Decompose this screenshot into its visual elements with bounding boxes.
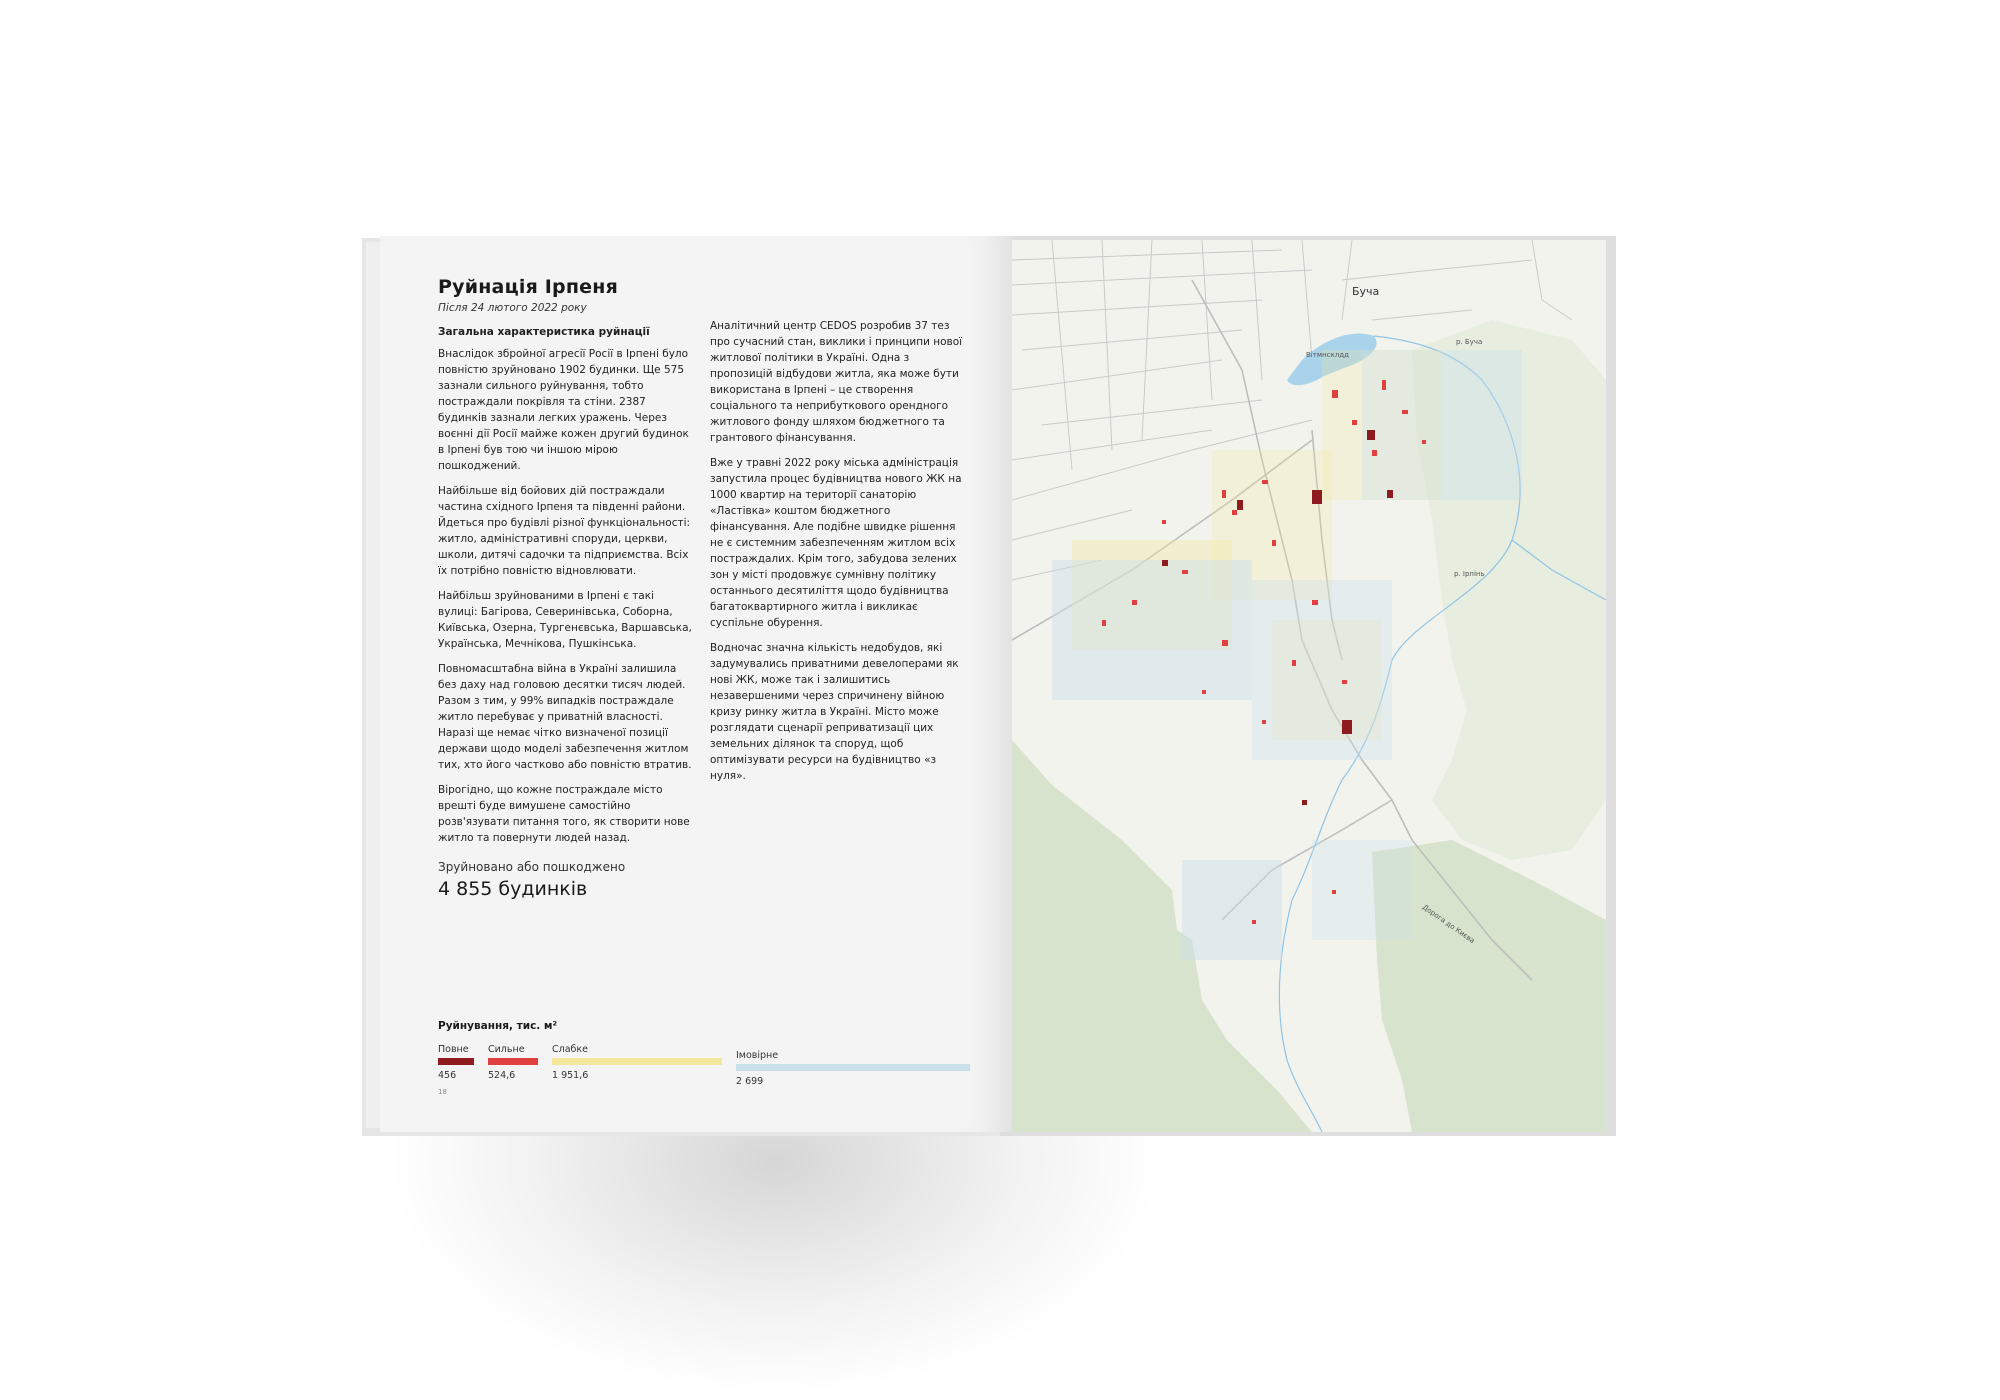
- label-bucha: Буча: [1352, 285, 1380, 298]
- book-shadow: [395, 1130, 1155, 1390]
- text-column-right: [710, 318, 966, 793]
- legend-label-light: Слабке: [552, 1044, 588, 1055]
- article-title: Руйнація Ірпеня: [438, 276, 618, 298]
- legend-label-full: Повне: [438, 1044, 469, 1055]
- paragraph: Водночас значна кількість недобудов, які задумувались приватними девелоперами як нові ЖК, може так і залишитись незавершеними через спричинену війною кризу ринку житла в Україні. Місто може розглядати сценарії реприватизації цих земельних ділянок та споруд, щоб оптимізувати ресурси на будівництво «з нуля».: [710, 642, 959, 782]
- legend-title: Руйнування, тис. м²: [438, 1020, 558, 1032]
- paragraph: Вже у травні 2022 року міська адміністрація запустила процес будівництва нового ЖК на 1000 квартир на території санаторію «Ластівка» коштом бюджетного фінансування. Але подібне швидке рішення не є системним забезпеченням житлом всіх постраждалих. Крім того, забудова зелених зон у місті продовжує сумнівну політику останнього десятиліття щодо будівництва багатоквартирного житла і викликає суспільне обурення.: [710, 457, 962, 629]
- paragraph: Аналітичний центр CEDOS розробив 37 тез про сучасний стан, виклики і принципи нової житлової політики в Україні. Одна з пропозицій відбудови житла, яка може бути використана в Ірпені – це створення соціального та неприбуткового орендного житлового фонду шляхом бюджетного та грантового фінансування.: [710, 320, 963, 444]
- stat-value: 4 855 будинків: [438, 878, 588, 900]
- label-lake: Вітмнсклдд: [1306, 351, 1349, 359]
- page-edge: [366, 242, 380, 1128]
- legend-value-probable: 2 699: [736, 1076, 764, 1087]
- label-river-bucha: р. Буча: [1456, 338, 1483, 346]
- paragraph: Найбільш зруйнованими в Ірпені є такі вулиці: Багірова, Северинівська, Соборна, Київська, Озерна, Тургенєвська, Варшавська, Українська, Мечнікова, Пушкінська.: [438, 590, 692, 650]
- paragraph: Внаслідок збройної агресії Росії в Ірпені було повністю зруйновано 1902 будинки. Ще 575 зазнали сильного руйнування, тобто постраждали покрівля та стіни. 2387 будинків зазнали легких уражень. Через воєнні дії Росії майже кожен другий будинок в Ірпені був тою чи іншою мірою пошкоджений.: [438, 348, 689, 472]
- legend-swatch-probable: [736, 1064, 970, 1071]
- left-page: [380, 236, 1012, 1132]
- legend-swatch-full: [438, 1058, 474, 1065]
- legend-label-probable: Імовірне: [736, 1050, 779, 1061]
- paragraph: Повномасштабна війна в Україні залишила без даху над головою десятки тисяч людей. Разом з тим, у 99% випадків постраждале житло перебуває у приватній власності. Наразі ще немає чітко визначеної позиції держави щодо моделі забезпечення житлом тих, хто його частково або повністю втратив.: [438, 663, 692, 771]
- label-river-irpin: р. Ірпінь: [1454, 570, 1485, 578]
- paragraph: Найбільше від бойових дій постраждали частина східного Ірпеня та південні райони. Йдеться про будівлі різної функціональності: житло, адміністративні споруди, церкви, школи, дитячі садочки та підприємства. Всіх їх потрібно повністю відновлювати.: [438, 485, 691, 577]
- section-heading: Загальна характеристика руйнації: [438, 326, 650, 338]
- label-road-to-kyiv: Дорога до Києва: [1420, 903, 1477, 946]
- legend-swatch-heavy: [488, 1058, 538, 1065]
- legend-value-heavy: 524,6: [488, 1070, 516, 1081]
- legend-swatch-light: [552, 1058, 722, 1065]
- legend-value-full: 456: [438, 1070, 457, 1081]
- stat-label: Зруйновано або пошкоджено: [438, 860, 626, 874]
- legend-label-heavy: Сильне: [488, 1044, 525, 1055]
- legend-value-light: 1 951,6: [552, 1070, 589, 1081]
- irpin-damage-map: [1012, 240, 1606, 1132]
- article-subtitle: Після 24 лютого 2022 року: [438, 302, 587, 314]
- text-column-left: [438, 324, 694, 855]
- paragraph: Вірогідно, що кожне постраждале місто врешті буде вимушене самостійно розв'язувати питання того, як створити нове житло та повернути людей назад.: [438, 784, 690, 844]
- map-page: [1012, 240, 1606, 1132]
- page-number: 18: [438, 1088, 447, 1096]
